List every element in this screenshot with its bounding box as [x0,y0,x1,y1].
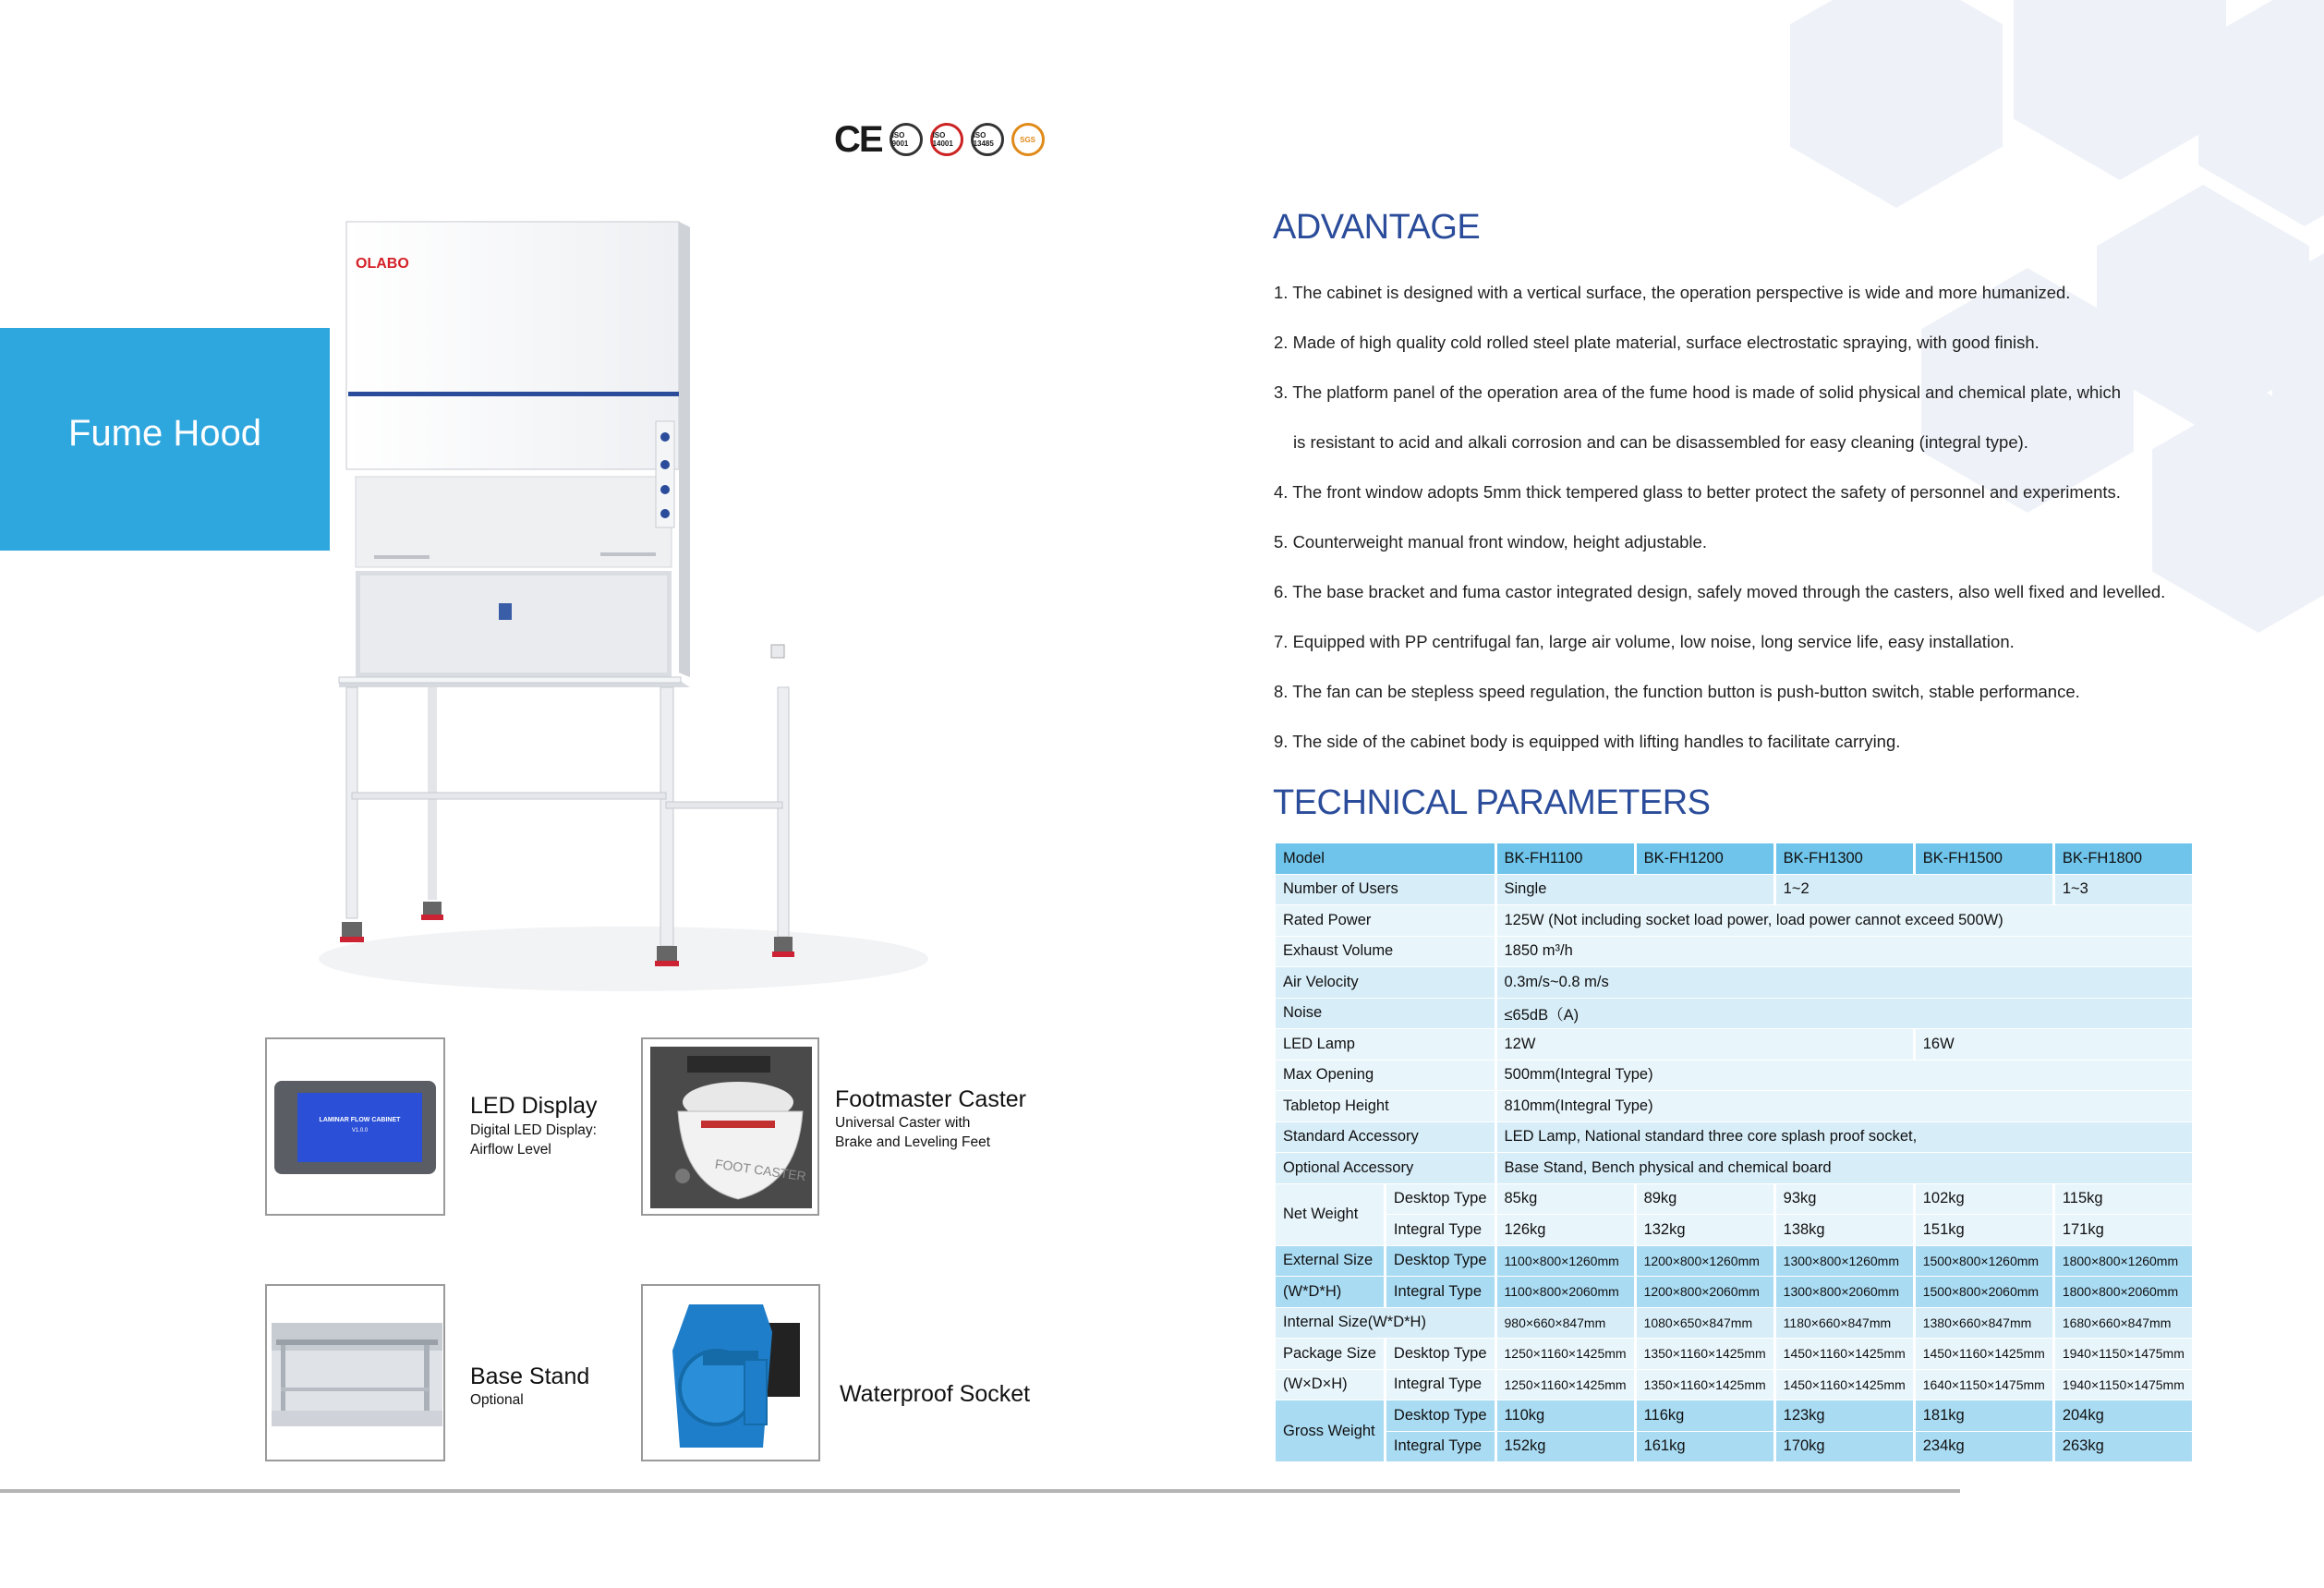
table-row [1276,905,2192,936]
caster-wheel-text: FOOT CASTER [714,1156,807,1184]
table-cell: Integral Type [1386,1370,1495,1400]
decor-hexagon [2014,0,2226,180]
table-cell: 1350×1160×1425mm [1637,1370,1773,1400]
table-cell: Desktop Type [1386,1184,1495,1215]
base-stand-card [265,1284,445,1461]
socket-image [661,1295,809,1452]
table-cell: 1350×1160×1425mm [1637,1339,1773,1369]
table-cell: Model [1276,843,1495,874]
table-cell: Exhaust Volume [1276,937,1495,967]
table-cell: 1680×660×847mm [2055,1308,2192,1339]
table-row [1276,875,2192,905]
table-cell: ≤65dB（A) [1497,999,2192,1029]
table-row [1276,1432,2192,1462]
table-cell: Max Opening [1276,1061,1495,1091]
table-cell: 16W [1916,1029,2192,1060]
table-cell: Package Size [1276,1339,1384,1369]
socket-title: Waterproof Socket [840,1381,1031,1407]
table-cell: 132kg [1637,1215,1773,1245]
table-cell: 1180×660×847mm [1776,1308,1913,1339]
table-cell: 1300×800×1260mm [1776,1246,1913,1277]
table-cell: BK-FH1300 [1776,843,1913,874]
table-cell: BK-FH1100 [1497,843,1634,874]
led-screen-version: V1.0.0 [351,1128,369,1133]
table-cell: (W×D×H) [1276,1370,1384,1400]
table-cell: BK-FH1200 [1637,843,1773,874]
certification-logos [834,115,1056,164]
table-row [1276,1370,2192,1400]
table-row [1276,999,2192,1029]
caster-title: Footmaster Caster [835,1086,1027,1112]
table-cell: Integral Type [1386,1277,1495,1307]
caster-card [641,1037,819,1216]
table-cell: Air Velocity [1276,967,1495,998]
led-display-title: LED Display [470,1093,598,1119]
advantage-item: 8. The fan can be stepless speed regulation, the function button is push-button switch, stable performance. [1274,682,2080,701]
table-cell: 810mm(Integral Type) [1497,1091,2192,1121]
led-display-image [274,1081,436,1174]
table-cell: 170kg [1776,1432,1913,1462]
table-cell: 1200×800×2060mm [1637,1277,1773,1307]
table-row [1276,843,2192,874]
table-row [1276,1308,2192,1339]
table-row [1276,1091,2192,1121]
table-cell: 1450×1160×1425mm [1776,1370,1913,1400]
table-cell: 1500×800×1260mm [1916,1246,2052,1277]
table-cell: Integral Type [1386,1215,1495,1245]
table-cell: 1850 m³/h [1497,937,2192,967]
table-cell: 138kg [1776,1215,1913,1245]
table-row [1276,1215,2192,1245]
table-row [1276,1184,2192,1215]
caster-subtitle-line: Brake and Leveling Feet [835,1134,991,1150]
technical-parameters-table [1273,842,2195,1462]
table-cell: 500mm(Integral Type) [1497,1061,2192,1091]
table-cell: BK-FH1500 [1916,843,2052,874]
table-cell: 123kg [1776,1400,1913,1431]
table-cell: 980×660×847mm [1497,1308,1634,1339]
table-cell: 151kg [1916,1215,2052,1245]
table-cell: 85kg [1497,1184,1634,1215]
advantage-item: 1. The cabinet is designed with a vertical surface, the operation perspective is wide and more humanized. [1274,283,2071,302]
table-cell: Internal Size(W*D*H) [1276,1308,1495,1339]
table-cell: 204kg [2055,1400,2192,1431]
table-cell: 1500×800×2060mm [1916,1277,2052,1307]
table-cell: 161kg [1637,1432,1773,1462]
table-cell: 234kg [1916,1432,2052,1462]
table-cell: BK-FH1800 [2055,843,2192,874]
iso-9001-icon: ISO 9001 [890,123,923,156]
table-cell: 110kg [1497,1400,1634,1431]
table-cell: 1~2 [1776,875,2052,905]
table-cell: Optional Accessory [1276,1153,1495,1183]
led-display-subtitle-line: Airflow Level [470,1142,551,1158]
table-row [1276,1061,2192,1091]
table-cell: 1~3 [2055,875,2192,905]
bottom-divider [0,1489,1960,1493]
table-row [1276,1029,2192,1060]
led-display-card [265,1037,445,1216]
fume-hood-image [319,211,1113,1005]
base-stand-image [272,1323,442,1426]
decor-hexagon [1790,0,2003,208]
led-display-subtitle-line: Digital LED Display: [470,1122,597,1138]
technical-heading: TECHNICAL PARAMETERS [1273,783,1711,822]
table-cell: 1380×660×847mm [1916,1308,2052,1339]
table-cell: Desktop Type [1386,1339,1495,1369]
table-cell: Gross Weight [1276,1400,1384,1461]
base-stand-title: Base Stand [470,1364,590,1389]
led-display-subtitle [470,1121,597,1159]
advantage-item: 2. Made of high quality cold rolled steel plate material, surface electrostatic spraying, with good finish. [1274,333,2040,352]
table-cell: 1800×800×2060mm [2055,1277,2192,1307]
table-cell: 152kg [1497,1432,1634,1462]
decor-hexagon [2198,0,2324,226]
table-cell: 93kg [1776,1184,1913,1215]
table-cell: 1080×650×847mm [1637,1308,1773,1339]
table-cell: Integral Type [1386,1432,1495,1462]
table-row [1276,937,2192,967]
table-cell: 1940×1150×1475mm [2055,1339,2192,1369]
table-cell: 1250×1160×1425mm [1497,1370,1634,1400]
brand-logo: OLABO [356,256,409,272]
advantage-heading: ADVANTAGE [1273,208,1481,247]
table-row [1276,1153,2192,1183]
table-cell: Desktop Type [1386,1400,1495,1431]
table-row [1276,1277,2192,1307]
table-cell: Single [1497,875,1773,905]
table-cell: 89kg [1637,1184,1773,1215]
table-cell: 1450×1160×1425mm [1916,1339,2052,1369]
iso-14001-icon: ISO 14001 [930,123,963,156]
product-title: Fume Hood [68,413,261,454]
advantage-item: 7. Equipped with PP centrifugal fan, large air volume, low noise, long service life, easy installation. [1274,632,2015,651]
advantage-list [1274,268,2253,767]
caster-image [650,1047,812,1208]
table-cell: Standard Accessory [1276,1122,1495,1153]
iso-13485-icon: ISO 13485 [971,123,1004,156]
base-stand-subtitle: Optional [470,1392,524,1408]
table-cell: 125W (Not including socket load power, load power cannot exceed 500W) [1497,905,2192,936]
table-cell: 115kg [2055,1184,2192,1215]
advantage-item: 5. Counterweight manual front window, height adjustable. [1274,532,1707,552]
caster-subtitle-line: Universal Caster with [835,1115,971,1131]
table-row [1276,1339,2192,1369]
table-cell: 171kg [2055,1215,2192,1245]
table-cell: 1800×800×1260mm [2055,1246,2192,1277]
table-cell: External Size [1276,1246,1384,1277]
table-row [1276,1400,2192,1431]
table-cell: Desktop Type [1386,1246,1495,1277]
table-cell: Net Weight [1276,1184,1384,1245]
table-cell: LED Lamp [1276,1029,1495,1060]
ce-mark-icon: CE [834,118,882,160]
table-row [1276,967,2192,998]
table-cell: 1640×1150×1475mm [1916,1370,2052,1400]
caster-subtitle [835,1113,990,1152]
table-cell: 1100×800×1260mm [1497,1246,1634,1277]
sgs-icon: SGS [1011,123,1045,156]
advantage-item: 4. The front window adopts 5mm thick tempered glass to better protect the safety of personnel and experiments. [1274,482,2121,502]
table-cell: 1940×1150×1475mm [2055,1370,2192,1400]
table-cell: 263kg [2055,1432,2192,1462]
table-row [1276,1246,2192,1277]
table-cell: Base Stand, Bench physical and chemical board [1497,1153,2192,1183]
product-title-banner [0,328,330,551]
table-cell: Number of Users [1276,875,1495,905]
table-cell: 12W [1497,1029,1913,1060]
table-cell: Rated Power [1276,905,1495,936]
table-cell: LED Lamp, National standard three core splash proof socket, [1497,1122,2192,1153]
led-screen-text: LAMINAR FLOW CABINET [319,1117,401,1123]
table-cell: 1300×800×2060mm [1776,1277,1913,1307]
advantage-item: 9. The side of the cabinet body is equipped with lifting handles to facilitate carrying. [1274,732,1901,751]
table-cell: 0.3m/s~0.8 m/s [1497,967,2192,998]
table-cell: 1250×1160×1425mm [1497,1339,1634,1369]
socket-card [641,1284,820,1461]
table-cell: 181kg [1916,1400,2052,1431]
advantage-item: is resistant to acid and alkali corrosion and can be disassembled for easy cleaning (integral type). [1293,432,2028,452]
table-cell: 1200×800×1260mm [1637,1246,1773,1277]
table-cell: Noise [1276,999,1495,1029]
advantage-item: 3. The platform panel of the operation area of the fume hood is made of solid physical and chemical plate, which [1274,382,2121,402]
table-cell: Tabletop Height [1276,1091,1495,1121]
advantage-item: 6. The base bracket and fuma castor integrated design, safely moved through the casters, also well fixed and levelled. [1274,582,2166,601]
table-row [1276,1122,2192,1153]
table-cell: 102kg [1916,1184,2052,1215]
table-cell: 116kg [1637,1400,1773,1431]
table-cell: 1100×800×2060mm [1497,1277,1634,1307]
table-cell: (W*D*H) [1276,1277,1384,1307]
table-cell: 126kg [1497,1215,1634,1245]
table-cell: 1450×1160×1425mm [1776,1339,1913,1369]
